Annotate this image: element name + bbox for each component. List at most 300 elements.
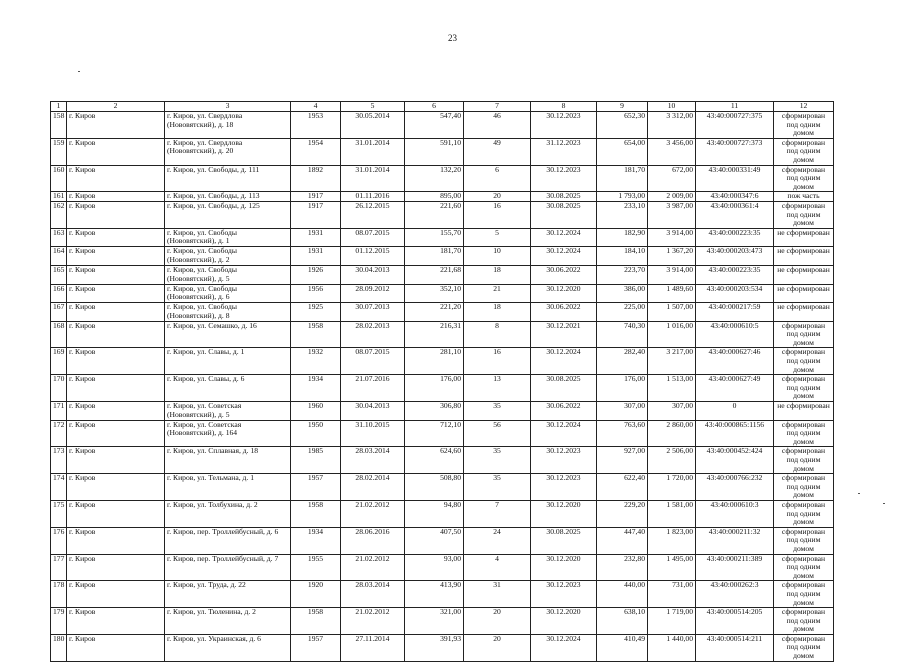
address-cell: г. Киров, ул. Труда, д. 22 — [165, 581, 291, 608]
due-date-cell: 30.12.2023 — [531, 474, 597, 501]
status-cell: сформирован под одним домом — [774, 608, 834, 635]
value-cell: 3 456,00 — [648, 138, 696, 165]
date-cell: 30.04.2013 — [341, 402, 405, 421]
area-cell: 352,10 — [405, 284, 464, 303]
value-cell: 2 009,00 — [648, 192, 696, 202]
address-cell: г. Киров, ул. Свободы (Нововятский), д. 5 — [165, 265, 291, 284]
count-cell: 20 — [464, 634, 531, 661]
year-cell: 1925 — [291, 303, 341, 322]
value-cell: 740,30 — [597, 321, 648, 348]
area-cell: 94,80 — [405, 500, 464, 527]
row-number: 161 — [51, 192, 67, 202]
row-number: 166 — [51, 284, 67, 303]
count-cell: 35 — [464, 402, 531, 421]
address-cell: г. Киров, ул. Свободы, д. 113 — [165, 192, 291, 202]
table-row — [51, 474, 834, 501]
count-cell: 24 — [464, 527, 531, 554]
due-date-cell: 30.08.2025 — [531, 375, 597, 402]
cadastral-number-cell: 43:40:000610:5 — [696, 321, 774, 348]
status-cell: не сформирован — [774, 265, 834, 284]
page-number: 23 — [448, 33, 457, 43]
due-date-cell: 30.06.2022 — [531, 402, 597, 421]
date-cell: 26.12.2015 — [341, 201, 405, 228]
table-row — [51, 402, 834, 421]
value-cell: 622,40 — [597, 474, 648, 501]
year-cell: 1926 — [291, 265, 341, 284]
column-header: 2 — [67, 102, 165, 112]
row-number: 164 — [51, 247, 67, 266]
cadastral-number-cell: 43:40:000211:32 — [696, 527, 774, 554]
column-header: 8 — [531, 102, 597, 112]
status-cell: сформирован под одним домом — [774, 201, 834, 228]
table-row — [51, 228, 834, 247]
value-cell: 654,00 — [597, 138, 648, 165]
value-cell: 2 506,00 — [648, 447, 696, 474]
due-date-cell: 30.12.2020 — [531, 500, 597, 527]
count-cell: 18 — [464, 265, 531, 284]
area-cell: 591,10 — [405, 138, 464, 165]
due-date-cell: 30.08.2025 — [531, 201, 597, 228]
cadastral-number-cell: 43:40:000331:49 — [696, 165, 774, 192]
year-cell: 1934 — [291, 527, 341, 554]
date-cell: 08.07.2015 — [341, 228, 405, 247]
year-cell: 1985 — [291, 447, 341, 474]
date-cell: 28.03.2014 — [341, 447, 405, 474]
status-cell: сформирован под одним домом — [774, 527, 834, 554]
count-cell: 8 — [464, 321, 531, 348]
address-cell: г. Киров, ул. Советская (Нововятский), д. 164 — [165, 420, 291, 447]
table-row — [51, 265, 834, 284]
status-cell: сформирован под одним домом — [774, 375, 834, 402]
cadastral-number-cell: 43:40:000223:35 — [696, 265, 774, 284]
city-cell: г. Киров — [67, 247, 165, 266]
column-header: 9 — [597, 102, 648, 112]
status-cell: сформирован под одним домом — [774, 447, 834, 474]
date-cell: 28.02.2013 — [341, 321, 405, 348]
address-cell: г. Киров, ул. Тюленина, д. 2 — [165, 608, 291, 635]
value-cell: 410,49 — [597, 634, 648, 661]
table-row — [51, 165, 834, 192]
date-cell: 21.02.2012 — [341, 554, 405, 581]
address-cell: г. Киров, ул. Свободы, д. 111 — [165, 165, 291, 192]
due-date-cell: 30.08.2025 — [531, 527, 597, 554]
row-number: 175 — [51, 500, 67, 527]
year-cell: 1958 — [291, 608, 341, 635]
row-number: 180 — [51, 634, 67, 661]
year-cell: 1958 — [291, 321, 341, 348]
date-cell: 28.03.2014 — [341, 581, 405, 608]
due-date-cell: 30.12.2021 — [531, 321, 597, 348]
due-date-cell: 30.12.2020 — [531, 284, 597, 303]
value-cell: 386,00 — [597, 284, 648, 303]
date-cell: 28.09.2012 — [341, 284, 405, 303]
column-header: 11 — [696, 102, 774, 112]
cadastral-number-cell: 43:40:000203:473 — [696, 247, 774, 266]
address-cell: г. Киров, ул. Сплавная, д. 18 — [165, 447, 291, 474]
area-cell: 221,68 — [405, 265, 464, 284]
city-cell: г. Киров — [67, 634, 165, 661]
row-number: 172 — [51, 420, 67, 447]
count-cell: 20 — [464, 192, 531, 202]
date-cell: 30.04.2013 — [341, 265, 405, 284]
table-row — [51, 375, 834, 402]
value-cell: 225,00 — [597, 303, 648, 322]
value-cell: 1 367,20 — [648, 247, 696, 266]
table-row — [51, 348, 834, 375]
status-cell: сформирован под одним домом — [774, 420, 834, 447]
address-cell: г. Киров, ул. Свободы (Нововятский), д. 1 — [165, 228, 291, 247]
count-cell: 4 — [464, 554, 531, 581]
date-cell: 31.10.2015 — [341, 420, 405, 447]
value-cell: 638,10 — [597, 608, 648, 635]
header-row — [51, 102, 834, 112]
year-cell: 1950 — [291, 420, 341, 447]
value-cell: 1 720,00 — [648, 474, 696, 501]
city-cell: г. Киров — [67, 201, 165, 228]
year-cell: 1917 — [291, 201, 341, 228]
city-cell: г. Киров — [67, 321, 165, 348]
status-cell: сформирован под одним домом — [774, 554, 834, 581]
row-number: 170 — [51, 375, 67, 402]
count-cell: 16 — [464, 348, 531, 375]
row-number: 163 — [51, 228, 67, 247]
row-number: 158 — [51, 112, 67, 139]
value-cell: 1 507,00 — [648, 303, 696, 322]
year-cell: 1957 — [291, 474, 341, 501]
address-cell: г. Киров, ул. Свердлова (Нововятский), д. 20 — [165, 138, 291, 165]
value-cell: 184,10 — [597, 247, 648, 266]
value-cell: 3 914,00 — [648, 228, 696, 247]
row-number: 176 — [51, 527, 67, 554]
value-cell: 307,00 — [648, 402, 696, 421]
value-cell: 652,30 — [597, 112, 648, 139]
date-cell: 28.02.2014 — [341, 474, 405, 501]
due-date-cell: 30.12.2023 — [531, 165, 597, 192]
area-cell: 176,00 — [405, 375, 464, 402]
value-cell: 1 581,00 — [648, 500, 696, 527]
value-cell: 1 513,00 — [648, 375, 696, 402]
count-cell: 16 — [464, 201, 531, 228]
value-cell: 1 440,00 — [648, 634, 696, 661]
date-cell: 01.11.2016 — [341, 192, 405, 202]
row-number: 167 — [51, 303, 67, 322]
cadastral-number-cell: 43:40:000865:1156 — [696, 420, 774, 447]
date-cell: 01.12.2015 — [341, 247, 405, 266]
area-cell: 321,00 — [405, 608, 464, 635]
area-cell: 413,90 — [405, 581, 464, 608]
cadastral-number-cell: 43:40:000514:211 — [696, 634, 774, 661]
cadastral-number-cell: 0 — [696, 402, 774, 421]
row-number: 160 — [51, 165, 67, 192]
value-cell: 3 217,00 — [648, 348, 696, 375]
count-cell: 35 — [464, 474, 531, 501]
area-cell: 547,40 — [405, 112, 464, 139]
scan-speck — [883, 503, 885, 504]
city-cell: г. Киров — [67, 228, 165, 247]
area-cell: 281,10 — [405, 348, 464, 375]
status-cell: сформирован под одним домом — [774, 474, 834, 501]
value-cell: 763,60 — [597, 420, 648, 447]
city-cell: г. Киров — [67, 265, 165, 284]
table-row — [51, 247, 834, 266]
column-header: 6 — [405, 102, 464, 112]
cadastral-number-cell: 43:40:000223:35 — [696, 228, 774, 247]
city-cell: г. Киров — [67, 348, 165, 375]
year-cell: 1934 — [291, 375, 341, 402]
date-cell: 21.02.2012 — [341, 500, 405, 527]
due-date-cell: 30.06.2022 — [531, 303, 597, 322]
year-cell: 1931 — [291, 247, 341, 266]
column-header: 4 — [291, 102, 341, 112]
city-cell: г. Киров — [67, 375, 165, 402]
due-date-cell: 30.12.2024 — [531, 228, 597, 247]
due-date-cell: 30.12.2020 — [531, 608, 597, 635]
city-cell: г. Киров — [67, 402, 165, 421]
address-cell: г. Киров, ул. Толбухина, д. 2 — [165, 500, 291, 527]
row-number: 179 — [51, 608, 67, 635]
count-cell: 5 — [464, 228, 531, 247]
city-cell: г. Киров — [67, 420, 165, 447]
value-cell: 447,40 — [597, 527, 648, 554]
row-number: 174 — [51, 474, 67, 501]
count-cell: 35 — [464, 447, 531, 474]
year-cell: 1892 — [291, 165, 341, 192]
cadastral-number-cell: 43:40:000217:59 — [696, 303, 774, 322]
row-number: 168 — [51, 321, 67, 348]
address-cell: г. Киров, пер. Троллейбусный, д. 6 — [165, 527, 291, 554]
address-cell: г. Киров, ул. Свободы (Нововятский), д. 8 — [165, 303, 291, 322]
count-cell: 21 — [464, 284, 531, 303]
year-cell: 1931 — [291, 228, 341, 247]
year-cell: 1932 — [291, 348, 341, 375]
table-row — [51, 581, 834, 608]
value-cell: 927,00 — [597, 447, 648, 474]
address-cell: г. Киров, ул. Свободы (Нововятский), д. 6 — [165, 284, 291, 303]
table-row — [51, 112, 834, 139]
date-cell: 08.07.2015 — [341, 348, 405, 375]
value-cell: 232,80 — [597, 554, 648, 581]
area-cell: 221,20 — [405, 303, 464, 322]
date-cell: 28.06.2016 — [341, 527, 405, 554]
area-cell: 624,60 — [405, 447, 464, 474]
area-cell: 216,31 — [405, 321, 464, 348]
cadastral-number-cell: 43:40:000514:205 — [696, 608, 774, 635]
column-header: 5 — [341, 102, 405, 112]
cadastral-number-cell: 43:40:000203:534 — [696, 284, 774, 303]
status-cell: не сформирован — [774, 247, 834, 266]
address-cell: г. Киров, ул. Тельмана, д. 1 — [165, 474, 291, 501]
value-cell: 3 312,00 — [648, 112, 696, 139]
cadastral-number-cell: 43:40:000262:3 — [696, 581, 774, 608]
count-cell: 49 — [464, 138, 531, 165]
date-cell: 27.11.2014 — [341, 634, 405, 661]
address-cell: г. Киров, ул. Свободы (Нововятский), д. 2 — [165, 247, 291, 266]
date-cell: 21.07.2016 — [341, 375, 405, 402]
city-cell: г. Киров — [67, 165, 165, 192]
date-cell: 21.02.2012 — [341, 608, 405, 635]
due-date-cell: 30.12.2023 — [531, 447, 597, 474]
area-cell: 895,00 — [405, 192, 464, 202]
city-cell: г. Киров — [67, 284, 165, 303]
count-cell: 18 — [464, 303, 531, 322]
status-cell: сформирован под одним домом — [774, 165, 834, 192]
row-number: 173 — [51, 447, 67, 474]
cadastral-number-cell: 43:40:000627:46 — [696, 348, 774, 375]
address-cell: г. Киров, ул. Свободы, д. 125 — [165, 201, 291, 228]
year-cell: 1957 — [291, 634, 341, 661]
due-date-cell: 31.12.2023 — [531, 138, 597, 165]
due-date-cell: 30.12.2024 — [531, 247, 597, 266]
status-cell: сформирован под одним домом — [774, 138, 834, 165]
column-header: 1 — [51, 102, 67, 112]
city-cell: г. Киров — [67, 303, 165, 322]
count-cell: 7 — [464, 500, 531, 527]
value-cell: 1 793,00 — [597, 192, 648, 202]
city-cell: г. Киров — [67, 581, 165, 608]
cadastral-number-cell: 43:40:000727:375 — [696, 112, 774, 139]
year-cell: 1953 — [291, 112, 341, 139]
value-cell: 181,70 — [597, 165, 648, 192]
count-cell: 56 — [464, 420, 531, 447]
table-row — [51, 500, 834, 527]
status-cell: сформирован под одним домом — [774, 321, 834, 348]
area-cell: 407,50 — [405, 527, 464, 554]
value-cell: 1 495,00 — [648, 554, 696, 581]
column-header: 10 — [648, 102, 696, 112]
area-cell: 391,93 — [405, 634, 464, 661]
table-row — [51, 447, 834, 474]
count-cell: 6 — [464, 165, 531, 192]
status-cell: сформирован под одним домом — [774, 500, 834, 527]
date-cell: 31.01.2014 — [341, 138, 405, 165]
city-cell: г. Киров — [67, 192, 165, 202]
area-cell: 93,00 — [405, 554, 464, 581]
address-cell: г. Киров, пер. Троллейбусный, д. 7 — [165, 554, 291, 581]
year-cell: 1954 — [291, 138, 341, 165]
scan-speck — [78, 71, 80, 72]
table-row — [51, 420, 834, 447]
value-cell: 1 823,00 — [648, 527, 696, 554]
table-row — [51, 138, 834, 165]
row-number: 177 — [51, 554, 67, 581]
row-number: 178 — [51, 581, 67, 608]
count-cell: 46 — [464, 112, 531, 139]
status-cell: не сформирован — [774, 284, 834, 303]
year-cell: 1955 — [291, 554, 341, 581]
count-cell: 10 — [464, 247, 531, 266]
count-cell: 13 — [464, 375, 531, 402]
city-cell: г. Киров — [67, 474, 165, 501]
address-cell: г. Киров, ул. Славы, д. 1 — [165, 348, 291, 375]
status-cell: сформирован под одним домом — [774, 581, 834, 608]
status-cell: сформирован под одним домом — [774, 112, 834, 139]
count-cell: 31 — [464, 581, 531, 608]
table-row — [51, 284, 834, 303]
column-header: 7 — [464, 102, 531, 112]
cadastral-number-cell: 43:40:000452:424 — [696, 447, 774, 474]
date-cell: 31.01.2014 — [341, 165, 405, 192]
row-number: 159 — [51, 138, 67, 165]
value-cell: 307,00 — [597, 402, 648, 421]
address-cell: г. Киров, ул. Семашко, д. 16 — [165, 321, 291, 348]
year-cell: 1958 — [291, 500, 341, 527]
value-cell: 672,00 — [648, 165, 696, 192]
value-cell: 2 860,00 — [648, 420, 696, 447]
cadastral-number-cell: 43:40:000610:3 — [696, 500, 774, 527]
due-date-cell: 30.12.2020 — [531, 554, 597, 581]
area-cell: 155,70 — [405, 228, 464, 247]
value-cell: 3 914,00 — [648, 265, 696, 284]
due-date-cell: 30.06.2022 — [531, 265, 597, 284]
due-date-cell: 30.08.2025 — [531, 192, 597, 202]
value-cell: 233,10 — [597, 201, 648, 228]
value-cell: 3 987,00 — [648, 201, 696, 228]
value-cell: 1 016,00 — [648, 321, 696, 348]
table-row — [51, 303, 834, 322]
table-row — [51, 634, 834, 661]
scan-speck — [858, 493, 860, 494]
cadastral-number-cell: 43:40:000627:49 — [696, 375, 774, 402]
date-cell: 30.07.2013 — [341, 303, 405, 322]
value-cell: 731,00 — [648, 581, 696, 608]
status-cell: сформирован под одним домом — [774, 634, 834, 661]
row-number: 165 — [51, 265, 67, 284]
value-cell: 440,00 — [597, 581, 648, 608]
city-cell: г. Киров — [67, 447, 165, 474]
area-cell: 132,20 — [405, 165, 464, 192]
value-cell: 229,20 — [597, 500, 648, 527]
table-row — [51, 321, 834, 348]
year-cell: 1956 — [291, 284, 341, 303]
cadastral-number-cell: 43:40:000211:389 — [696, 554, 774, 581]
address-cell: г. Киров, ул. Славы, д. 6 — [165, 375, 291, 402]
row-number: 162 — [51, 201, 67, 228]
city-cell: г. Киров — [67, 527, 165, 554]
table-row — [51, 608, 834, 635]
table-row — [51, 201, 834, 228]
year-cell: 1917 — [291, 192, 341, 202]
column-header: 3 — [165, 102, 291, 112]
address-cell: г. Киров, ул. Свердлова (Нововятский), д. 18 — [165, 112, 291, 139]
status-cell: не сформирован — [774, 228, 834, 247]
city-cell: г. Киров — [67, 500, 165, 527]
due-date-cell: 30.12.2024 — [531, 348, 597, 375]
value-cell: 1 719,00 — [648, 608, 696, 635]
cadastral-number-cell: 43:40:000727:373 — [696, 138, 774, 165]
row-number: 171 — [51, 402, 67, 421]
area-cell: 181,70 — [405, 247, 464, 266]
city-cell: г. Киров — [67, 138, 165, 165]
housing-registry-table — [50, 101, 834, 662]
cadastral-number-cell: 43:40:000347:6 — [696, 192, 774, 202]
due-date-cell: 30.12.2024 — [531, 420, 597, 447]
row-number: 169 — [51, 348, 67, 375]
date-cell: 30.05.2014 — [341, 112, 405, 139]
city-cell: г. Киров — [67, 112, 165, 139]
city-cell: г. Киров — [67, 554, 165, 581]
value-cell: 282,40 — [597, 348, 648, 375]
value-cell: 223,70 — [597, 265, 648, 284]
status-cell: не сформирован — [774, 303, 834, 322]
address-cell: г. Киров, ул. Украинская, д. 6 — [165, 634, 291, 661]
table-body — [51, 112, 834, 662]
due-date-cell: 30.12.2023 — [531, 112, 597, 139]
status-cell: пож часть — [774, 192, 834, 202]
area-cell: 306,80 — [405, 402, 464, 421]
area-cell: 221,60 — [405, 201, 464, 228]
area-cell: 508,80 — [405, 474, 464, 501]
due-date-cell: 30.12.2023 — [531, 581, 597, 608]
